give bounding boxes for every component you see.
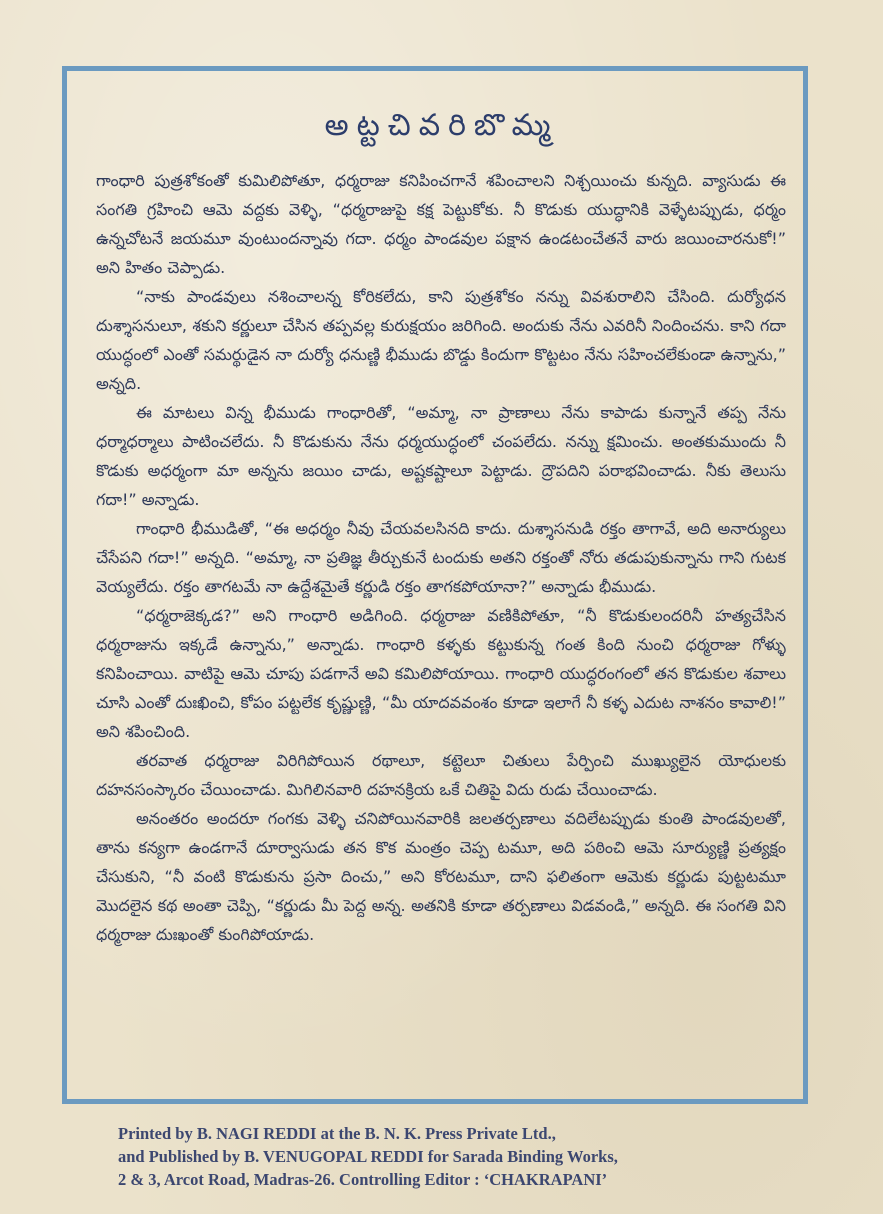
paragraph-6: తరవాత ధర్మరాజు విరిగిపోయిన రథాలూ, కట్టెలూ చితులు పేర్పించి ముఖ్యులైన యోధులకు దహనసంస్కారం చేయించాడు. మిగిలినవారి దహనక్రియ ఒకే చితిపై విదు రుడు చేయించాడు. — [96, 751, 786, 799]
paragraph-1: గాంధారి పుత్రశోకంతో కుమిలిపోతూ, ధర్మరాజు కనిపించగానే శపించాలని నిశ్చయించు కున్నది. వ్యాసుడు ఈ సంగతి గ్రహించి ఆమె వద్దకు వెళ్ళి, “ధర్మరాజుపై కక్ష పెట్టుకోకు. నీ కొడుకు యుద్ధానికి వెళ్ళేటప్పుడు, ధర్మం ఉన్నచోటనే జయమూ వుంటుందన్నావు గదా. ధర్మం పాండవుల పక్షాన ఉండటంచేతనే వారు జయించారనుకో!” అని హితం చెప్పాడు. — [96, 171, 786, 277]
page-title: అట్టచివరిబొమ్మ — [324, 108, 559, 143]
imprint-line-1: Printed by B. NAGI REDDI at the B. N. K. Press Private Ltd., — [118, 1124, 556, 1143]
imprint-line-3: 2 & 3, Arcot Road, Madras-26. Controlling Editor : ‘CHAKRAPANI’ — [118, 1170, 608, 1189]
paragraph-2: “నాకు పాండవులు నశించాలన్న కోరికలేదు, కాని పుత్రశోకం నన్ను వివశురాలిని చేసింది. దుర్యోధన దుశ్శాసనులూ, శకుని కర్ణులూ చేసిన తప్పవల్ల కురుక్షయం జరిగింది. అందుకు నేను ఎవరినీ నిందించను. కాని గదా యుద్ధంలో ఎంతో సమర్థుడైన నా దుర్యో ధనుణ్ణి భీముడు బొడ్డు కిందుగా కొట్టటం నేను సహించలేకుండా ఉన్నాను,” అన్నది. — [96, 287, 786, 393]
imprint-line-2: and Published by B. VENUGOPAL REDDI for Sarada Binding Works, — [118, 1147, 618, 1166]
paragraph-3: ఈ మాటలు విన్న భీముడు గాంధారితో, “అమ్మా, నా ప్రాణాలు నేను కాపాడు కున్నానే తప్ప నేను ధర్మాధర్మాలు పాటించలేదు. నీ కొడుకును నేను ధర్మయుద్ధంలో చంపలేదు. నన్ను క్షమించు. అంతకుముందు నీ కొడుకు అధర్మంగా మా అన్నను జయిం చాడు, అష్టకష్టాలూ పెట్టాడు. ద్రౌపదిని పరాభవించాడు. నీకు తెలుసు గదా!” అన్నాడు. — [96, 403, 786, 509]
paragraph-7: అనంతరం అందరూ గంగకు వెళ్ళి చనిపోయినవారికి జలతర్పణాలు వదిలేటప్పుడు కుంతి పాండవులతో, తాను కన్యగా ఉండగానే దూర్వాసుడు తన కొక మంత్రం చెప్ప టమూ, అది పఠించి ఆమె సూర్యుణ్ణి ప్రత్యక్షం చేసుకుని, “నీ వంటి కొడుకును ప్రసా దించు,” అని కోరటమూ, దాని ఫలితంగా ఆమెకు కర్ణుడు పుట్టటమూ మొదలైన కథ అంతా చెప్పి, “కర్ణుడు మీ పెద్ద అన్న. అతనికి కూడా తర్పణాలు విడవండి,” అన్నది. ఈ సంగతి విని ధర్మరాజు దుఃఖంతో కుంగిపోయాడు. — [96, 809, 786, 944]
paragraph-4: గాంధారి భీముడితో, “ఈ అధర్మం నీవు చేయవలసినది కాదు. దుశ్శాసనుడి రక్తం తాగావే, అది అనార్యులు చేసేపని గదా!” అన్నది. “అమ్మా, నా ప్రతిజ్ఞ తీర్చుకునే టందుకు అతని రక్తంతో నోరు తడుపుకున్నాను గాని గుటక వెయ్యలేదు. రక్తం తాగటమే నా ఉద్దేశమైతే కర్ణుడి రక్తం తాగకపోయానా?” అన్నాడు భీముడు. — [96, 519, 786, 596]
story-body — [96, 166, 786, 1078]
paragraph-5: “ధర్మరాజెక్కడ?” అని గాంధారి అడిగింది. ధర్మరాజు వణికిపోతూ, “నీ కొడుకులందరినీ హత్యచేసిన ధర్మరాజును ఇక్కడే ఉన్నాను,” అన్నాడు. గాంధారి కళ్ళకు కట్టుకున్న గంత కింది నుంచి ధర్మరాజు గోళ్ళు కనిపించాయి. వాటిపై ఆమె చూపు పడగానే అవి కమిలిపోయాయి. గాంధారి యుద్ధరంగంలో తన కొడుకుల శవాలు చూసి ఎంతో దుఃఖించి, కోపం పట్టలేక కృష్ణుణ్ణి, “మీ యాదవవంశం కూడా ఇలాగే నీ కళ్ళ ఎదుట నాశనం కావాలి!” అని శపించింది. — [96, 606, 786, 741]
imprint-footer — [118, 1122, 778, 1191]
